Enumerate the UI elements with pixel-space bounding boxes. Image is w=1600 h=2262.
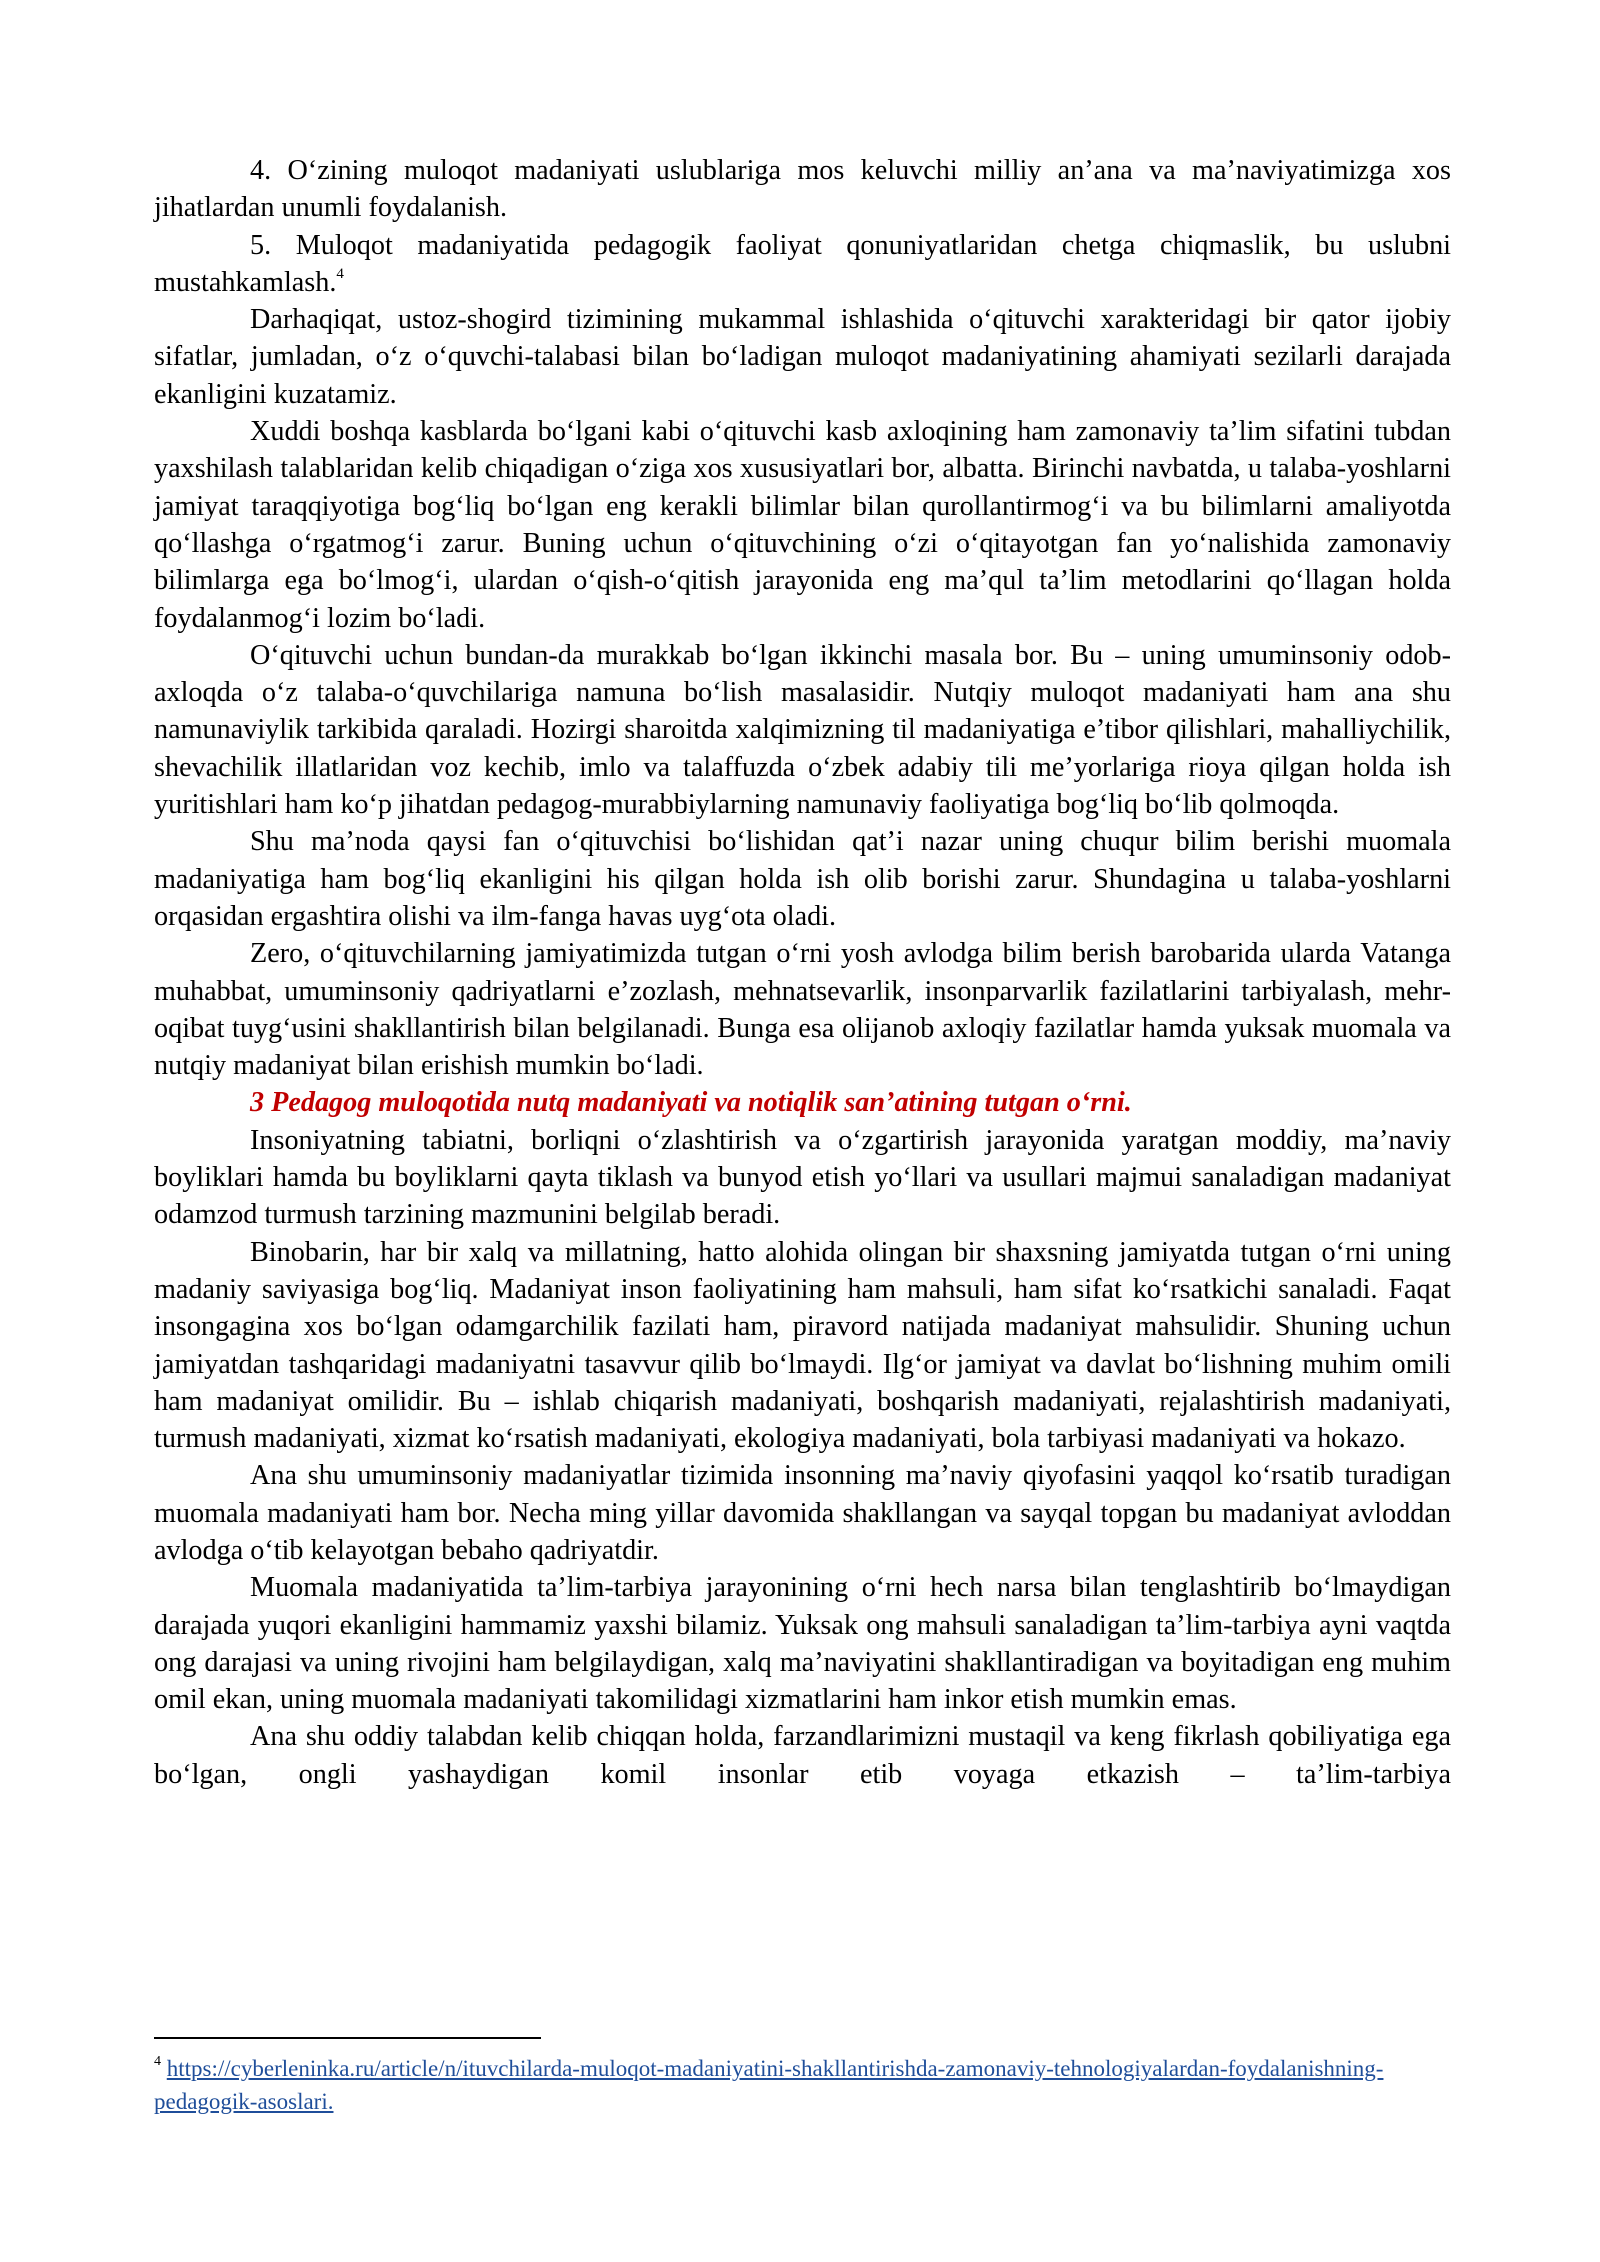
footnote-reference[interactable]: 4	[336, 265, 344, 282]
paragraph-text: 5. Muloqot madaniyatida pedagogik faoliyat qonuniyatlaridan chetga chiqmaslik, bu uslubni mustahkamlash.	[154, 229, 1451, 298]
paragraph	[154, 227, 1451, 302]
paragraph	[154, 413, 1451, 637]
paragraph-text: Ana shu oddiy talabdan kelib chiqqan holda, farzandlarimizni mustaqil va keng fikrlash qobiliyatiga ega bo‘lgan, ongli yashaydigan komil insonlar etib voyaga etkazish – ta’lim-tarbiya	[154, 1721, 1451, 1790]
footnote	[154, 2052, 1451, 2118]
footnote-link[interactable]: https://cyberleninka.ru/article/n/ituvchilarda-muloqot-madaniyatini-shakllantirishda-zamonaviy-tehnologiyalardan-foydalanishning-pedagogik-asoslari.	[154, 2056, 1384, 2114]
paragraph-text: Darhaqiqat, ustoz-shogird tizimining mukammal ishlashida o‘qituvchi xarakteridagi bir qator ijobiy sifatlar, jumladan, o‘z o‘quvchi-talabasi bilan bo‘ladigan muloqot madaniyatining ahamiyati sezilarli darajada ekanligini kuzatamiz.	[154, 304, 1451, 410]
footnote-divider	[154, 2037, 541, 2039]
paragraph	[154, 1569, 1451, 1718]
paragraph	[154, 823, 1451, 935]
paragraph-text: Binobarin, har bir xalq va millatning, hatto alohida olingan bir shaxsning jamiyatda tutgan o‘rni uning madaniy saviyasiga bog‘liq. Madaniyat inson faoliyatining ham mahsuli, ham sifat ko‘rsatkichi sanaladi. Faqat insongagina xos bo‘lgan odamgarchilik fazilati ham, piravord natijada madaniyat mahsulidir. Shuning uchun jamiyatdan tashqaridagi madaniyatni tasavvur qilib bo‘lmaydi. Ilg‘or jamiyat va davlat bo‘lishning muhim omili ham madaniyat omilidir. Bu – ishlab chiqarish madaniyati, boshqarish madaniyati, rejalashtirish madaniyati, turmush madaniyati, xizmat ko‘rsatish madaniyati, ekologiya madaniyati, bola tarbiyasi madaniyati va hokazo.	[154, 1236, 1451, 1455]
paragraph	[154, 1457, 1451, 1569]
paragraph-text: Muomala madaniyatida ta’lim-tarbiya jarayonining o‘rni hech narsa bilan tenglashtirib bo‘lmaydigan darajada yuqori ekanligini hammamiz yaxshi bilamiz. Yuksak ong mahsuli sanaladigan ta’lim-tarbiya ayni vaqtda ong darajasi va uning rivojini ham belgilaydigan, xalq ma’naviyatini shakllantiradigan va boyitadigan eng muhim omil ekan, uning muomala madaniyati takomilidagi xizmatlarini ham inkor etish mumkin emas.	[154, 1572, 1451, 1716]
paragraph-text: Zero, o‘qituvchilarning jamiyatimizda tutgan o‘rni yosh avlodga bilim berish barobarida ularda Vatanga muhabbat, umuminsoniy qadriyatlarni e’zozlash, mehnatsevarlik, insonparvarlik fazilatlarini tarbiyalash, mehr-oqibat tuyg‘usini shakllantirish bilan belgilanadi. Bunga esa olijanob axloqiy fazilatlar hamda yuksak muomala va nutqiy madaniyat bilan erishish mumkin bo‘ladi.	[154, 938, 1451, 1082]
paragraph-text: O‘qituvchi uchun bundan-da murakkab bo‘lgan ikkinchi masala bor. Bu – uning umuminsoniy odob-axloqda o‘z talaba-o‘quvchilariga namuna bo‘lish masalasidir. Nutqiy muloqot madaniyati ham ana shu namunaviylik tarkibida qaraladi. Hozirgi sharoitda xalqimizning til madaniyatiga e’tibor qilishlari, mahalliychilik, shevachilik illatlaridan voz kechib, imlo va talaffuzda o‘zbek adabiy tili me’yorlariga rioya qilgan holda ish yuritishlari ham ko‘p jihatdan pedagog-murabbiylarning namunaviy faoliyatiga bog‘liq bo‘lib qolmoqda.	[154, 639, 1451, 821]
paragraph-text: 4. O‘zining muloqot madaniyati uslublariga mos keluvchi milliy an’ana va ma’naviyatimizga xos jihatlardan unumli foydalanish.	[154, 155, 1451, 224]
paragraph-text: Insoniyatning tabiatni, borliqni o‘zlashtirish va o‘zgartirish jarayonida yaratgan moddiy, ma’naviy boyliklari hamda bu boyliklarni qayta tiklash va bunyod etish yo‘llari va usullari majmui sanaladigan madaniyat odamzod turmush tarzining mazmunini belgilab beradi.	[154, 1124, 1451, 1231]
paragraph	[154, 637, 1451, 823]
paragraph	[154, 1122, 1451, 1234]
paragraph-text: Shu ma’noda qaysi fan o‘qituvchisi bo‘lishidan qat’i nazar uning chuqur bilim berishi muomala madaniyatiga ham bog‘liq ekanligini his qilgan holda ish olib borishi zarur. Shundagina u talaba-yoshlarni orqasidan ergashtira olishi va ilm-fanga havas uyg‘ota oladi.	[154, 826, 1451, 932]
footnote-number: 4	[154, 2054, 161, 2070]
paragraph	[154, 152, 1451, 227]
paragraph	[154, 301, 1451, 413]
paragraph	[154, 1718, 1451, 1793]
paragraph	[154, 1234, 1451, 1458]
paragraph-text: Xuddi boshqa kasblarda bo‘lgani kabi o‘qituvchi kasb axloqining ham zamonaviy ta’lim sifatini tubdan yaxshilash talablaridan kelib chiqadigan o‘ziga xos xususiyatlari bor, albatta. Birinchi navbatda, u talaba-yoshlarni jamiyat taraqqiyotiga bog‘liq bo‘lgan eng kerakli bilimlar bilan qurollantirmog‘i va bu bilimlarni amaliyotda qo‘llashga o‘rgatmog‘i zarur. Buning uchun o‘qituvchining o‘zi o‘qitayotgan fan yo‘nalishida zamonaviy bilimlarga ega bo‘lmog‘i, ulardan o‘qish-o‘qitish jarayonida eng ma’qul ta’lim metodlarini qo‘llagan holda foydalanmog‘i lozim bo‘ladi.	[154, 416, 1451, 634]
paragraph-text: Ana shu umuminsoniy madaniyatlar tizimida insonning ma’naviy qiyofasini yaqqol ko‘rsatib turadigan muomala madaniyati ham bor. Necha ming yillar davomida shakllangan va sayqal topgan bu madaniyat avloddan avlodga o‘tib kelayotgan bebaho qadriyatdir.	[154, 1460, 1451, 1566]
section-heading: 3 Pedagog muloqotida nutq madaniyati va notiqlik san’atining tutgan o‘rni.	[250, 1087, 1132, 1119]
paragraph	[154, 935, 1451, 1084]
body-text	[154, 152, 1451, 1793]
